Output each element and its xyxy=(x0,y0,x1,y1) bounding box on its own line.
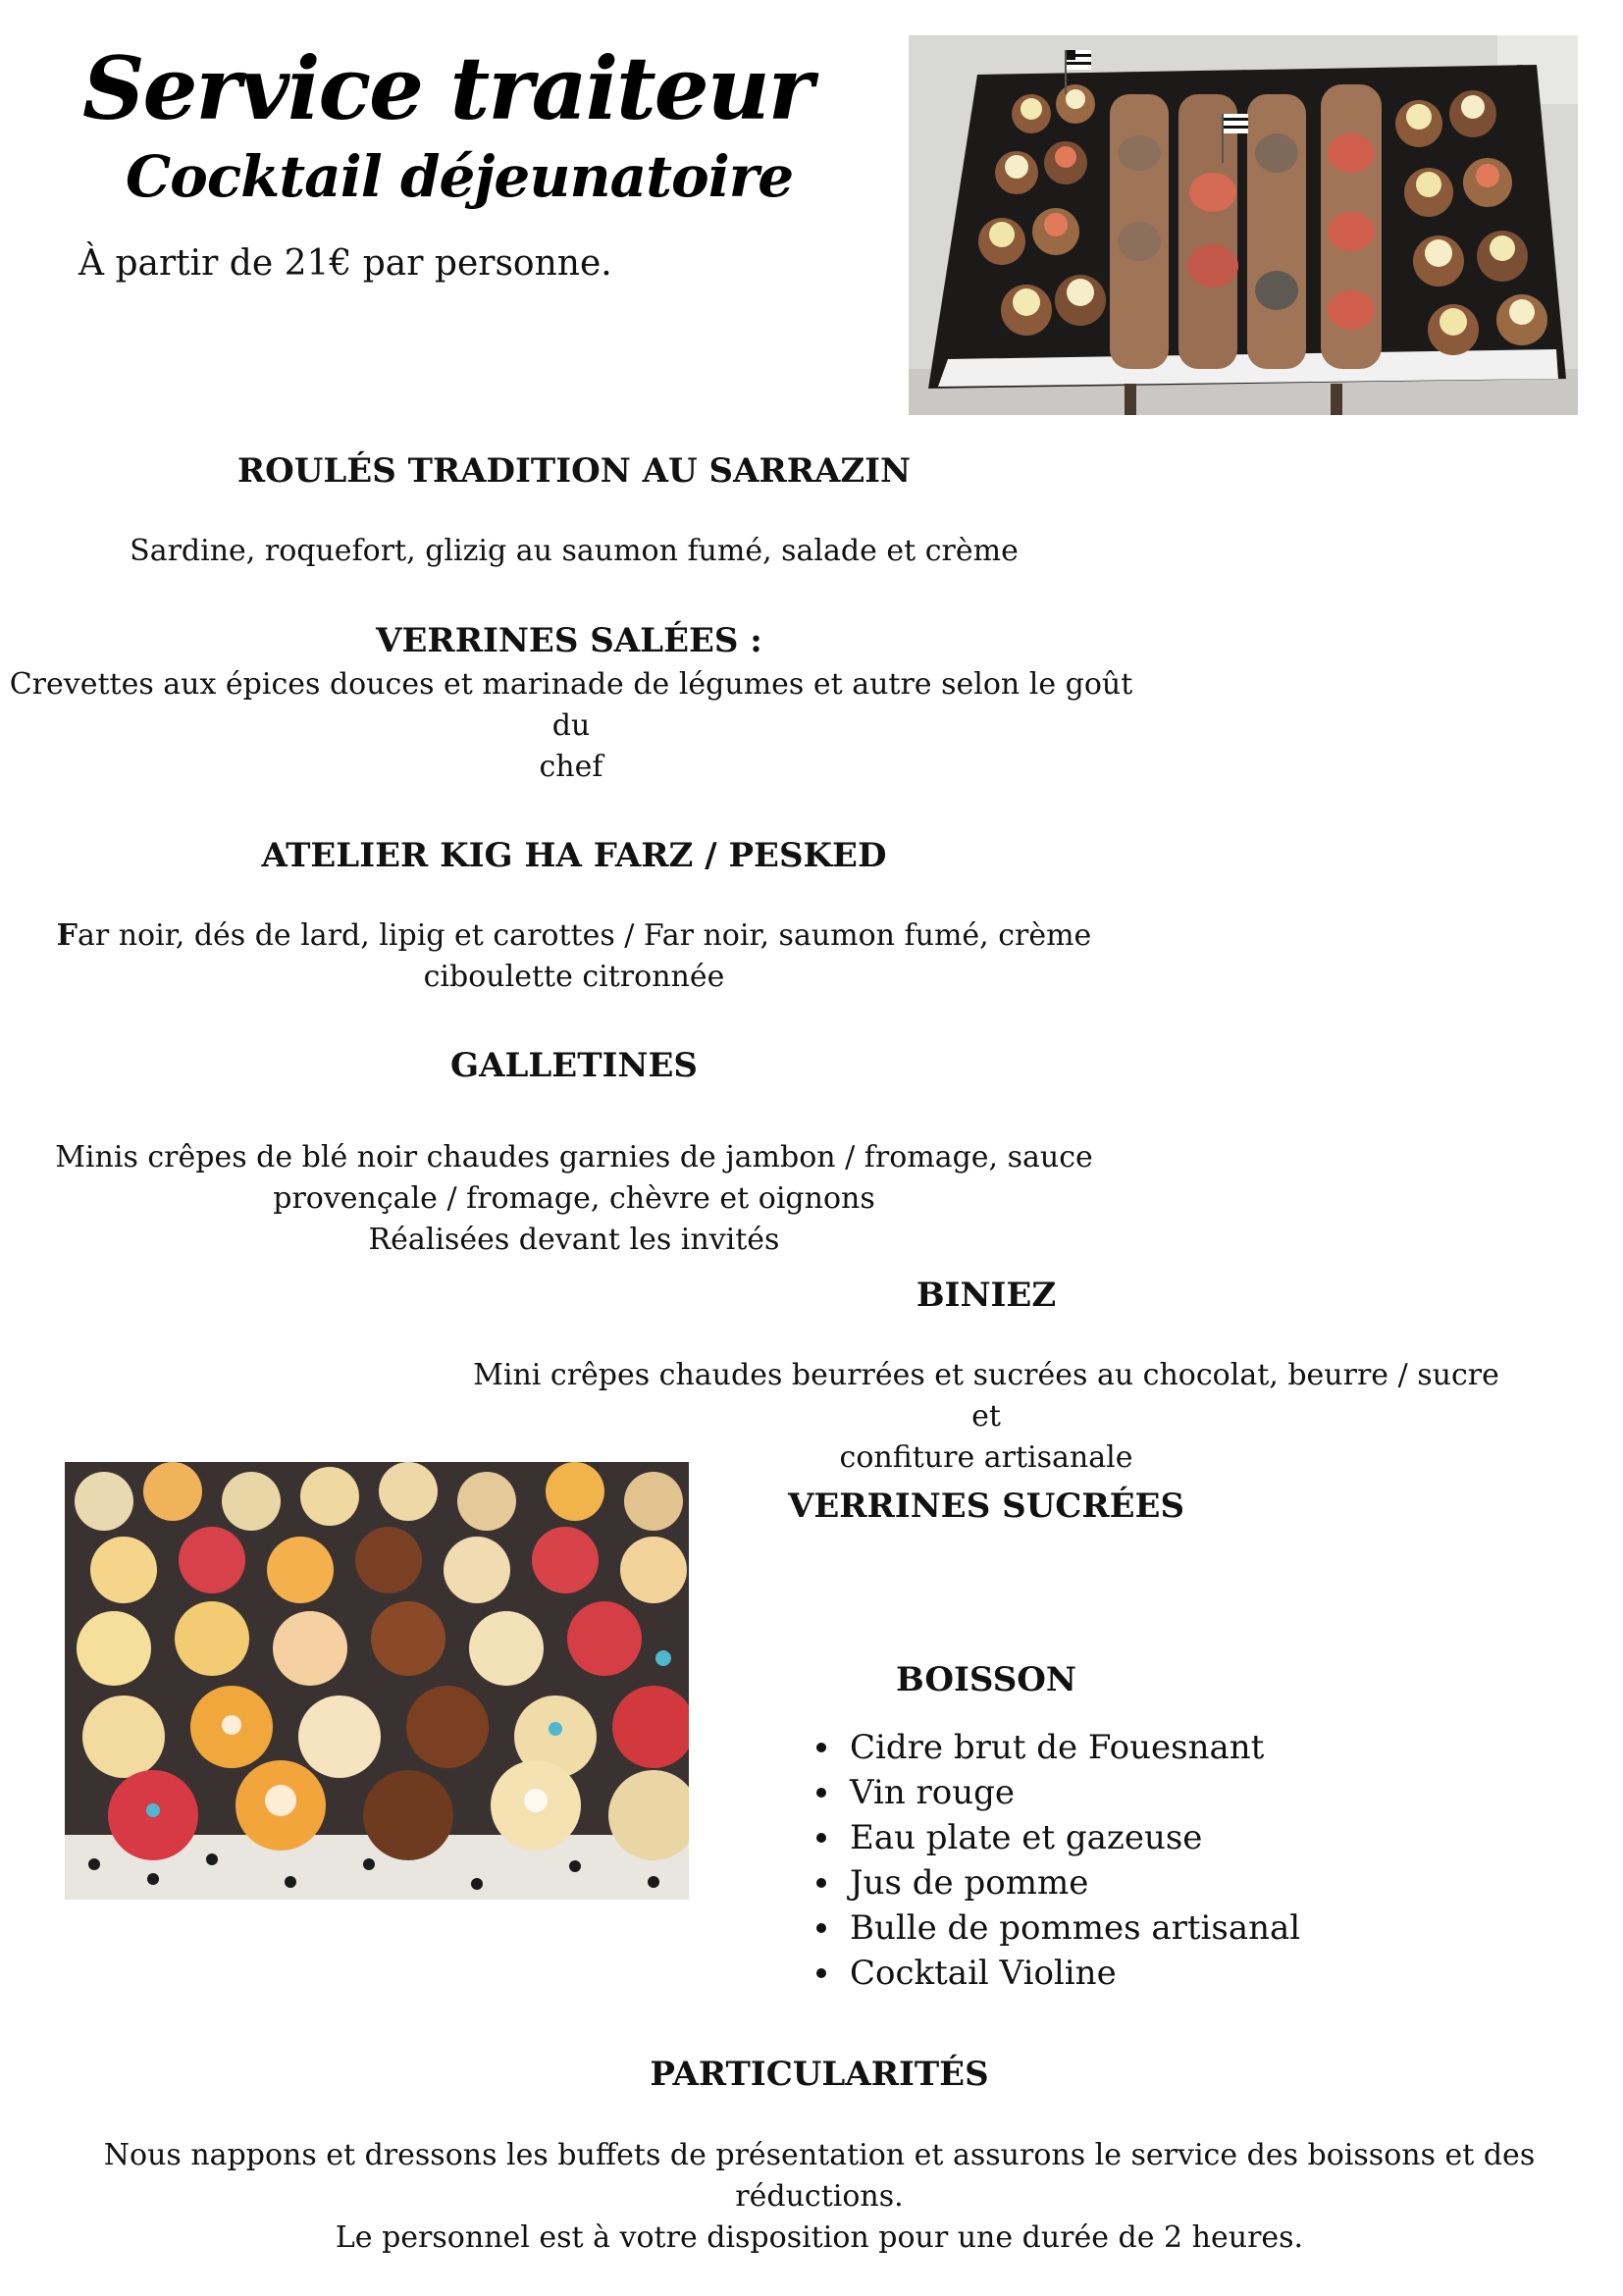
section-text-biniez xyxy=(461,1355,1511,1479)
section-text-atelier xyxy=(0,915,1148,998)
list-item xyxy=(812,1725,1300,1770)
text-line: provençale / fromage, chèvre et oignons xyxy=(273,1181,875,1216)
bullet-icon xyxy=(816,1968,826,1978)
text-line: Le personnel est à votre disposition pour une durée de 2 heures. xyxy=(335,2220,1304,2255)
section-text-galletines xyxy=(0,1137,1148,1261)
list-item xyxy=(812,1951,1300,1996)
bullet-icon xyxy=(816,1878,826,1888)
drink-label: Jus de pomme xyxy=(850,1863,1089,1903)
price-text: À partir de 21€ par personne. xyxy=(79,243,612,284)
section-title-verrines-salees: VERRINES SALÉES : xyxy=(376,621,762,660)
text-line: Crevettes aux épices douces et marinade de légumes et autre selon le goût du xyxy=(9,667,1133,743)
list-item xyxy=(812,1860,1300,1905)
section-title-galletines: GALLETINES xyxy=(450,1046,698,1085)
drink-label: Cocktail Violine xyxy=(850,1954,1117,1993)
section-title-boisson: BOISSON xyxy=(896,1660,1076,1699)
page-title: Service traiteur xyxy=(82,37,812,139)
list-item xyxy=(812,1815,1300,1860)
list-item xyxy=(812,1770,1300,1815)
text-line: Nous nappons et dressons les buffets de présentation et assurons le service des boissons et des xyxy=(103,2138,1536,2172)
text-line: Réalisées devant les invités xyxy=(368,1223,780,1257)
section-text-particularites xyxy=(59,2135,1580,2259)
text-line: confiture artisanale xyxy=(839,1440,1133,1475)
drinks-list xyxy=(812,1725,1300,1996)
text-line: Minis crêpes de blé noir chaudes garnies de jambon / fromage, sauce xyxy=(55,1140,1093,1174)
bullet-icon xyxy=(816,1788,826,1798)
page-subtitle: Cocktail déjeunatoire xyxy=(126,143,794,210)
section-title-verrines-sucrees: VERRINES SUCRÉES xyxy=(788,1487,1184,1526)
text-line: chef xyxy=(539,750,603,784)
text-span: ar noir, dés de lard, lipig et carottes / Far noir, saumon fumé, crème xyxy=(77,918,1092,953)
text-line xyxy=(0,915,1148,957)
section-text-verrines-salees xyxy=(0,664,1142,788)
section-text-roules: Sardine, roquefort, glizig au saumon fumé, salade et crème xyxy=(130,534,1019,568)
section-title-roules: ROULÉS TRADITION AU SARRAZIN xyxy=(236,451,912,491)
drink-label: Vin rouge xyxy=(850,1773,1016,1812)
drink-label: Eau plate et gazeuse xyxy=(850,1818,1203,1857)
text-line: réductions. xyxy=(735,2179,904,2214)
section-title-biniez: BINIEZ xyxy=(916,1276,1057,1315)
bullet-icon xyxy=(816,1923,826,1933)
section-title-atelier: ATELIER KIG HA FARZ / PESKED xyxy=(261,836,887,875)
text-line: ciboulette citronnée xyxy=(423,960,725,994)
list-item xyxy=(812,1905,1300,1951)
drink-label: Cidre brut de Fouesnant xyxy=(850,1728,1265,1767)
bullet-icon xyxy=(816,1743,826,1752)
text-line: Mini crêpes chaudes beurrées et sucrées au chocolat, beurre / sucre et xyxy=(473,1358,1499,1434)
drink-label: Bulle de pommes artisanal xyxy=(850,1908,1301,1948)
drop-letter: F xyxy=(56,918,78,953)
platter-photo xyxy=(909,35,1578,415)
bullet-icon xyxy=(816,1833,826,1843)
section-title-particularites: PARTICULARITÉS xyxy=(650,2055,989,2094)
